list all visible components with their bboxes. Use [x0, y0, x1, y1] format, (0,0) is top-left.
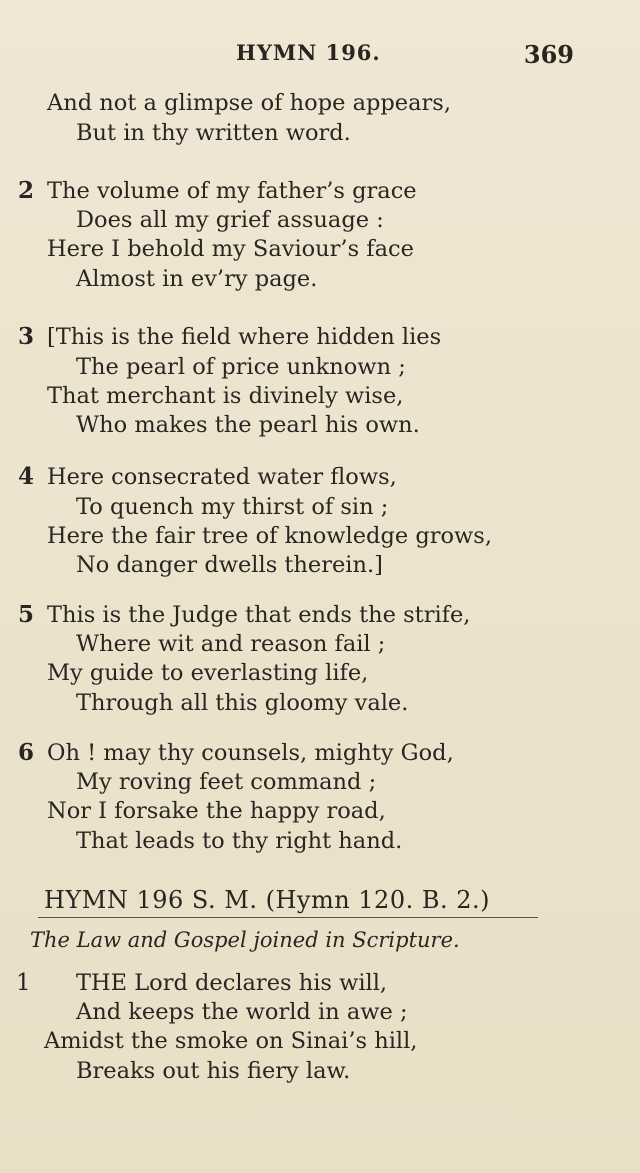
- verse-line: Where wit and reason fail ;: [76, 631, 386, 657]
- verse-line: To quench my thirst of sin ;: [76, 494, 389, 520]
- verse-number: 1: [16, 970, 31, 996]
- verse-line: This is the Judge that ends the strife,: [47, 602, 471, 628]
- verse-line: No danger dwells therein.]: [76, 552, 383, 578]
- verse-line: And keeps the world in awe ;: [76, 999, 408, 1025]
- verse-line: Oh ! may thy counsels, mighty God,: [47, 740, 454, 766]
- hymn-title: HYMN 196 S. M. (Hymn 120. B. 2.): [44, 886, 491, 914]
- verse-line: That leads to thy right hand.: [76, 828, 403, 854]
- verse-line: Does all my grief assuage :: [76, 207, 384, 233]
- verse-number: 4: [18, 463, 35, 490]
- verse-line: Amidst the smoke on Sinai’s hill,: [44, 1028, 418, 1054]
- verse-line: Here consecrated water flows,: [47, 464, 397, 490]
- verse-line: The pearl of price unknown ;: [76, 354, 406, 380]
- verse-line: Nor I forsake the happy road,: [47, 798, 386, 824]
- verse-line: Here the fair tree of knowledge grows,: [47, 523, 492, 549]
- verse-number: 2: [18, 177, 35, 204]
- verse-line: That merchant is divinely wise,: [47, 383, 404, 409]
- page-header: [0, 40, 640, 76]
- verse-number: 3: [18, 323, 35, 350]
- verse-line: Here I behold my Saviour’s face: [47, 236, 414, 262]
- verse-number: 5: [18, 601, 35, 628]
- verse-number: 6: [18, 739, 35, 766]
- verse-line: The volume of my father’s grace: [47, 178, 417, 204]
- verse-line: Almost in ev’ry page.: [76, 266, 318, 292]
- verse-line: [This is the field where hidden lies: [47, 324, 442, 350]
- verse-line: THE Lord declares his will,: [76, 970, 388, 996]
- verse-line: And not a glimpse of hope appears,: [47, 90, 451, 116]
- page-number: 369: [523, 40, 574, 69]
- hymn-subtitle: The Law and Gospel joined in Scripture.: [30, 928, 460, 952]
- verse-line: My roving feet command ;: [76, 769, 377, 795]
- verse-line: Breaks out his fiery law.: [76, 1058, 351, 1084]
- verse-line: My guide to everlasting life,: [47, 660, 369, 686]
- divider: [38, 917, 538, 918]
- verse-line: But in thy written word.: [76, 120, 351, 146]
- verse-line: Who makes the pearl his own.: [76, 412, 420, 438]
- running-head: HYMN 196.: [236, 40, 381, 65]
- verse-line: Through all this gloomy vale.: [76, 690, 409, 716]
